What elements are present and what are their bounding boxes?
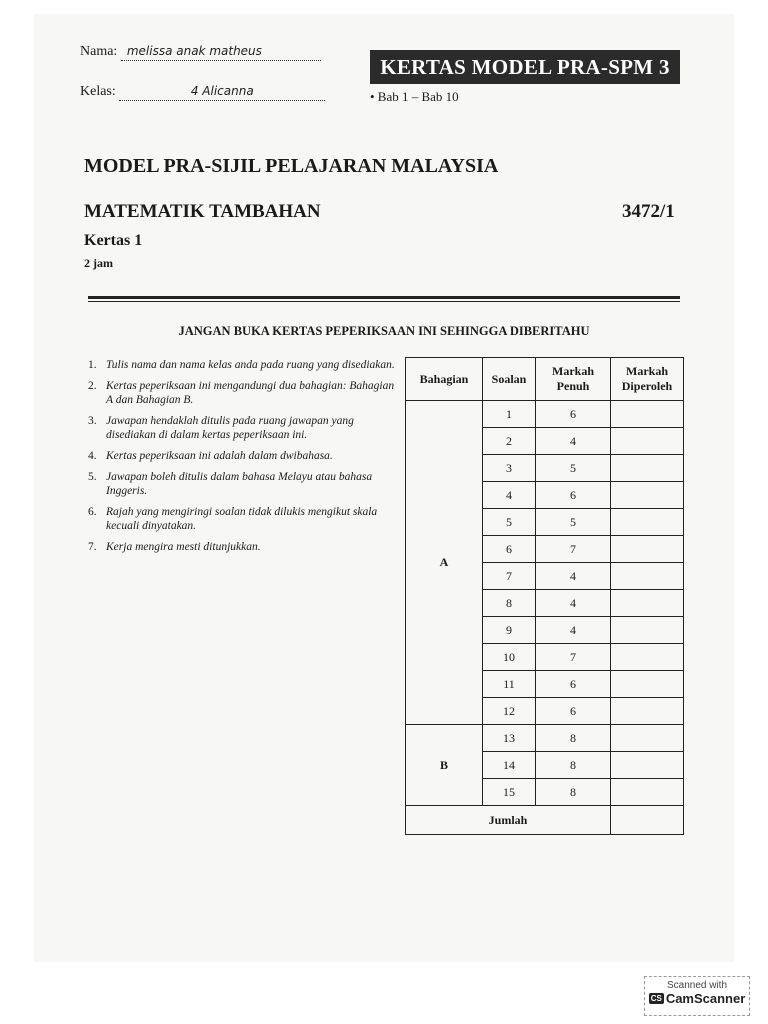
full-marks-cell: 5 xyxy=(536,509,611,536)
name-value-line xyxy=(121,44,321,61)
name-label: Nama: xyxy=(80,44,118,59)
full-marks-cell: 7 xyxy=(536,644,611,671)
question-number-cell: 8 xyxy=(483,590,536,617)
marks-obtained-cell[interactable] xyxy=(611,752,684,779)
section-cell: B xyxy=(406,725,483,806)
name-value: melissa anak matheus xyxy=(126,44,262,58)
header-marks-obtained: Markah Diperoleh xyxy=(611,358,684,401)
instruction-text: Jawapan boleh ditulis dalam bahasa Melayu atau bahasa Inggeris. xyxy=(106,471,373,497)
table-row xyxy=(406,401,684,428)
marks-obtained-cell[interactable] xyxy=(611,401,684,428)
total-row xyxy=(406,806,684,835)
question-number-cell: 7 xyxy=(483,563,536,590)
camscanner-watermark xyxy=(644,976,750,1016)
subject-code: 3472/1 xyxy=(622,201,675,222)
class-label: Kelas: xyxy=(80,84,116,99)
instruction-number: 6. xyxy=(88,506,97,518)
divider-thick xyxy=(88,296,680,299)
question-number-cell: 13 xyxy=(483,725,536,752)
instruction-number: 2. xyxy=(88,380,97,392)
full-marks-cell: 4 xyxy=(536,428,611,455)
marks-table xyxy=(405,357,684,835)
table-row xyxy=(406,725,684,752)
camscanner-brand: CamScanner xyxy=(665,991,746,1006)
question-number-cell: 14 xyxy=(483,752,536,779)
header-full-marks: Markah Penuh xyxy=(536,358,611,401)
paper-title-banner xyxy=(370,50,680,84)
question-number-cell: 9 xyxy=(483,617,536,644)
paper-title: KERTAS MODEL PRA-SPM 3 xyxy=(380,54,670,79)
class-value-line xyxy=(119,84,325,101)
section-cell: A xyxy=(406,401,483,725)
marks-obtained-cell[interactable] xyxy=(611,563,684,590)
full-marks-cell: 8 xyxy=(536,752,611,779)
marks-obtained-cell[interactable] xyxy=(611,725,684,752)
instruction-item xyxy=(88,379,398,407)
instructions-list xyxy=(88,358,398,561)
instruction-item xyxy=(88,449,398,463)
instruction-item xyxy=(88,540,398,554)
instruction-text: Jawapan hendaklah ditulis pada ruang jawapan yang disediakan di dalam kertas peperiksaan ini. xyxy=(106,415,354,441)
do-not-open-warning: JANGAN BUKA KERTAS PEPERIKSAAN INI SEHINGGA DIBERITAHU xyxy=(178,324,590,338)
full-marks-cell: 6 xyxy=(536,401,611,428)
total-marks-cell[interactable] xyxy=(611,806,684,835)
divider-thin xyxy=(88,301,680,302)
instruction-number: 7. xyxy=(88,541,97,553)
duration: 2 jam xyxy=(84,256,113,270)
question-number-cell: 6 xyxy=(483,536,536,563)
instruction-item xyxy=(88,505,398,533)
exam-title: MODEL PRA-SIJIL PELAJARAN MALAYSIA xyxy=(84,155,499,177)
instruction-item xyxy=(88,470,398,498)
instruction-item xyxy=(88,414,398,442)
question-number-cell: 10 xyxy=(483,644,536,671)
full-marks-cell: 8 xyxy=(536,725,611,752)
instruction-number: 3. xyxy=(88,415,97,427)
full-marks-cell: 4 xyxy=(536,563,611,590)
full-marks-cell: 6 xyxy=(536,671,611,698)
marks-table-header xyxy=(406,358,684,401)
instruction-text: Tulis nama dan nama kelas anda pada ruang yang disediakan. xyxy=(106,359,395,371)
marks-obtained-cell[interactable] xyxy=(611,617,684,644)
instruction-number: 5. xyxy=(88,471,97,483)
marks-obtained-cell[interactable] xyxy=(611,536,684,563)
class-field xyxy=(80,84,325,101)
question-number-cell: 12 xyxy=(483,698,536,725)
instruction-text: Rajah yang mengiringi soalan tidak dilukis mengikut skala kecuali dinyatakan. xyxy=(106,506,378,532)
marks-obtained-cell[interactable] xyxy=(611,779,684,806)
marks-obtained-cell[interactable] xyxy=(611,590,684,617)
question-number-cell: 4 xyxy=(483,482,536,509)
marks-obtained-cell[interactable] xyxy=(611,644,684,671)
subject-title: MATEMATIK TAMBAHAN xyxy=(84,201,321,222)
question-number-cell: 15 xyxy=(483,779,536,806)
marks-obtained-cell[interactable] xyxy=(611,455,684,482)
instruction-number: 1. xyxy=(88,359,97,371)
instruction-item xyxy=(88,358,398,372)
header-question: Soalan xyxy=(483,358,536,401)
class-value: 4 Alicanna xyxy=(190,84,254,98)
scanned-with-text: Scanned with xyxy=(666,980,728,991)
question-number-cell: 3 xyxy=(483,455,536,482)
question-number-cell: 1 xyxy=(483,401,536,428)
full-marks-cell: 4 xyxy=(536,590,611,617)
full-marks-cell: 6 xyxy=(536,482,611,509)
question-number-cell: 11 xyxy=(483,671,536,698)
full-marks-cell: 8 xyxy=(536,779,611,806)
full-marks-cell: 4 xyxy=(536,617,611,644)
chapter-range: • Bab 1 – Bab 10 xyxy=(370,89,459,104)
camscanner-logo-icon: CS xyxy=(650,994,662,1003)
full-marks-cell: 6 xyxy=(536,698,611,725)
instruction-number: 4. xyxy=(88,450,97,462)
marks-obtained-cell[interactable] xyxy=(611,698,684,725)
marks-obtained-cell[interactable] xyxy=(611,428,684,455)
marks-obtained-cell[interactable] xyxy=(611,482,684,509)
full-marks-cell: 5 xyxy=(536,455,611,482)
instruction-text: Kertas peperiksaan ini mengandungi dua bahagian: Bahagian A dan Bahagian B. xyxy=(106,380,395,406)
full-marks-cell: 7 xyxy=(536,536,611,563)
paper-number: Kertas 1 xyxy=(84,232,143,249)
question-number-cell: 5 xyxy=(483,509,536,536)
question-number-cell: 2 xyxy=(483,428,536,455)
marks-obtained-cell[interactable] xyxy=(611,509,684,536)
name-field xyxy=(80,44,321,61)
instruction-text: Kertas peperiksaan ini adalah dalam dwibahasa. xyxy=(106,450,333,462)
total-label: Jumlah xyxy=(406,806,611,835)
marks-obtained-cell[interactable] xyxy=(611,671,684,698)
instruction-text: Kerja mengira mesti ditunjukkan. xyxy=(106,541,261,553)
header-section: Bahagian xyxy=(406,358,483,401)
